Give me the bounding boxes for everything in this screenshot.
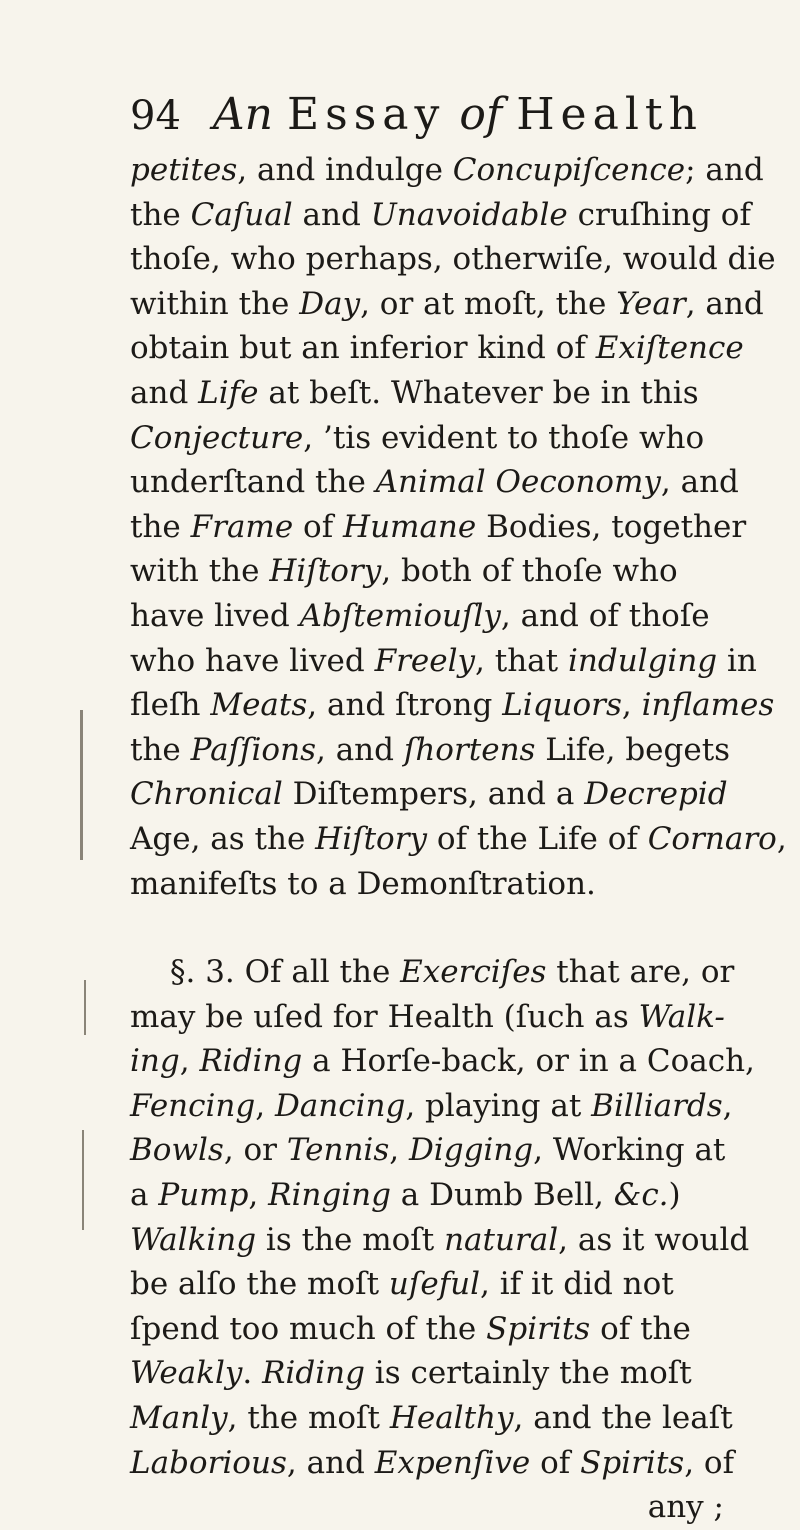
italic-run: Cornaro: [647, 820, 777, 857]
text-run: , and: [286, 1444, 375, 1481]
margin-binding-mark: [80, 710, 83, 860]
text-run: fleſh: [130, 687, 211, 724]
text-run: at beſt. Whatever be in this: [258, 374, 699, 411]
italic-run: Ringing: [268, 1177, 391, 1214]
italic-run: Humane: [343, 508, 477, 545]
text-line: [130, 1218, 750, 1263]
text-run: , as it would: [558, 1221, 750, 1258]
text-run: Bodies, together: [476, 508, 747, 545]
text-run: , the moſt: [227, 1400, 390, 1437]
text-run: .: [242, 1355, 263, 1392]
text-line: [130, 1396, 733, 1441]
catchword: any ;: [647, 1489, 724, 1526]
italic-run: Concupiſcence: [452, 152, 686, 188]
text-run: may be uſed for Health (ſuch as: [130, 998, 639, 1035]
italic-run: Hiſtory: [315, 820, 428, 857]
text-run: a Dumb Bell,: [390, 1177, 614, 1214]
italic-run: Digging: [408, 1132, 534, 1169]
italic-run: Expenſive: [374, 1444, 531, 1481]
italic-run: Day: [299, 285, 361, 322]
text-run: who have lived: [130, 642, 375, 679]
header-title-essay: Essay: [287, 89, 446, 140]
text-line: [130, 1173, 730, 1218]
header-title-health: Health: [516, 89, 703, 140]
text-run: obtain but an inferior kind of: [130, 330, 596, 367]
text-run: , and of thoſe: [500, 597, 710, 634]
text-line: [130, 772, 730, 817]
text-run: ; and: [685, 152, 764, 188]
text-line: [130, 862, 730, 907]
italic-run: Billiards: [591, 1087, 723, 1124]
text-run: a Horſe-back, or in a Coach,: [302, 1043, 755, 1080]
text-line: [130, 1351, 730, 1396]
italic-run: Pump: [158, 1177, 249, 1214]
text-run: the: [130, 508, 191, 545]
text-line: [130, 683, 775, 728]
text-run: the: [130, 196, 191, 233]
italic-run: petites: [130, 152, 238, 188]
text-line: [130, 594, 730, 639]
text-run: , and the leaſt: [513, 1400, 733, 1437]
text-run: , both of thoſe who: [381, 553, 678, 590]
text-line: [130, 1039, 755, 1084]
text-run: ſpend too much of the: [130, 1310, 487, 1347]
text-line: [130, 817, 787, 862]
text-run: , playing at: [405, 1087, 592, 1124]
text-line: [130, 1128, 730, 1173]
italic-run: indulging: [567, 642, 718, 679]
italic-run: Paſſions: [190, 731, 316, 768]
text-line: [130, 950, 735, 995]
italic-run: Tennis: [286, 1132, 390, 1169]
text-run: is the moſt: [256, 1221, 445, 1258]
page-body: [130, 148, 787, 1530]
text-run: , and: [685, 285, 764, 322]
text-run: and: [130, 374, 199, 411]
text-line: [130, 460, 739, 505]
text-run: , ’tis evident to thoſe who: [303, 419, 705, 456]
text-run: ,: [722, 1087, 733, 1124]
text-line: [130, 1262, 730, 1307]
italic-run: uſeful: [388, 1266, 481, 1303]
italic-run: natural: [444, 1221, 559, 1258]
italic-run: Abſtemiouſly: [299, 597, 501, 634]
italic-run: Walk-: [638, 998, 725, 1035]
text-run: and: [292, 196, 371, 233]
text-run: of the: [590, 1310, 691, 1347]
italic-run: Manly: [130, 1400, 228, 1437]
italic-run: Fencing: [130, 1087, 256, 1124]
text-run: Diſtempers, and a: [282, 776, 585, 813]
italic-run: Healthy: [389, 1400, 514, 1437]
text-run: , or at moſt, the: [360, 285, 617, 322]
text-run: Life, begets: [535, 731, 731, 768]
text-run: ,: [621, 687, 642, 724]
text-line: [130, 1307, 730, 1352]
text-run: of: [293, 508, 344, 545]
text-line: [130, 1084, 733, 1129]
text-line: [130, 1441, 735, 1486]
paragraph-2: [130, 950, 755, 1485]
text-run: underſtand the: [130, 464, 376, 501]
margin-binding-mark: [84, 980, 86, 1035]
italic-run: Riding: [262, 1355, 365, 1392]
header-title-of: of: [459, 89, 503, 140]
text-line: [130, 237, 776, 282]
text-run: that are, or: [546, 954, 735, 991]
text-run: , of: [684, 1444, 735, 1481]
italic-run: Decrepid: [584, 776, 728, 813]
text-line: [130, 639, 757, 684]
italic-run: Spirits: [580, 1444, 685, 1481]
italic-run: Hiſtory: [269, 553, 382, 590]
text-line: [130, 326, 744, 371]
italic-run: ing: [130, 1043, 180, 1080]
text-run: manifeſts to a Demonſtration.: [130, 865, 596, 902]
text-run: , and ſtrong: [307, 687, 503, 724]
italic-run: Chronical: [130, 776, 283, 813]
running-header: [130, 88, 703, 143]
text-run: , that: [475, 642, 568, 679]
text-line: [130, 505, 747, 550]
text-line: [130, 549, 730, 594]
text-run: ,: [389, 1132, 409, 1169]
text-line: [130, 193, 751, 238]
italic-run: Year: [616, 285, 686, 322]
italic-run: Frame: [190, 508, 294, 545]
text-run: cruſhing of: [567, 196, 751, 233]
italic-run: Freely: [374, 642, 476, 679]
text-run: thoſe, who perhaps, otherwiſe, would die: [130, 241, 776, 278]
text-run: Age, as the: [130, 820, 316, 857]
text-run: be alſo the moſt: [130, 1266, 389, 1303]
text-run: in: [717, 642, 757, 679]
italic-run: Life: [198, 374, 259, 411]
text-run: , if it did not: [480, 1266, 674, 1303]
italic-run: Weakly: [130, 1355, 243, 1392]
italic-run: Walking: [130, 1221, 257, 1258]
italic-run: Unavoidable: [370, 196, 568, 233]
page-number: 94: [130, 93, 181, 139]
italic-run: Liquors: [502, 687, 622, 724]
text-run: ,: [255, 1087, 275, 1124]
paragraph-1: [130, 148, 787, 950]
italic-run: ſhortens: [403, 731, 536, 768]
text-run: , Working at: [533, 1132, 726, 1169]
text-run: of: [530, 1444, 581, 1481]
text-run: a: [130, 1177, 159, 1214]
text-line: [130, 416, 730, 461]
italic-run: Animal Oeconomy: [375, 464, 661, 501]
text-line: [130, 282, 764, 327]
italic-run: Exerciſes: [400, 954, 547, 991]
text-run: ,: [179, 1043, 200, 1080]
italic-run: Riding: [199, 1043, 303, 1080]
paragraph-gap: [130, 906, 730, 950]
text-run: , and: [660, 464, 739, 501]
text-run: §. 3. Of all the: [170, 954, 401, 991]
italic-run: Conjecture: [130, 419, 304, 456]
text-line: [130, 148, 764, 193]
italic-run: Caſual: [190, 196, 293, 233]
text-run: ): [668, 1177, 681, 1214]
text-run: have lived: [130, 597, 300, 634]
text-run: , and indulge: [237, 152, 453, 188]
text-run: with the: [130, 553, 270, 590]
text-run: within the: [130, 285, 300, 322]
italic-run: Spirits: [486, 1310, 591, 1347]
text-line: [130, 995, 730, 1040]
italic-run: &c.: [613, 1177, 669, 1214]
text-run: , or: [223, 1132, 287, 1169]
text-line: [130, 728, 730, 773]
italic-run: Laborious: [130, 1444, 287, 1481]
text-run: of the Life of: [427, 820, 648, 857]
italic-run: Bowls: [130, 1132, 224, 1169]
text-run: is certainly the moſt: [364, 1355, 692, 1392]
margin-binding-mark: [82, 1130, 84, 1230]
italic-run: Dancing: [274, 1087, 406, 1124]
text-run: ,: [248, 1177, 269, 1214]
text-run: , and: [315, 731, 404, 768]
header-title-an: An: [212, 89, 274, 140]
italic-run: Meats: [210, 687, 308, 724]
italic-run: Exiſtence: [595, 330, 744, 367]
text-run: the: [130, 731, 191, 768]
text-run: ,: [776, 820, 787, 857]
italic-run: inflames: [641, 687, 775, 724]
text-line: [130, 371, 730, 416]
